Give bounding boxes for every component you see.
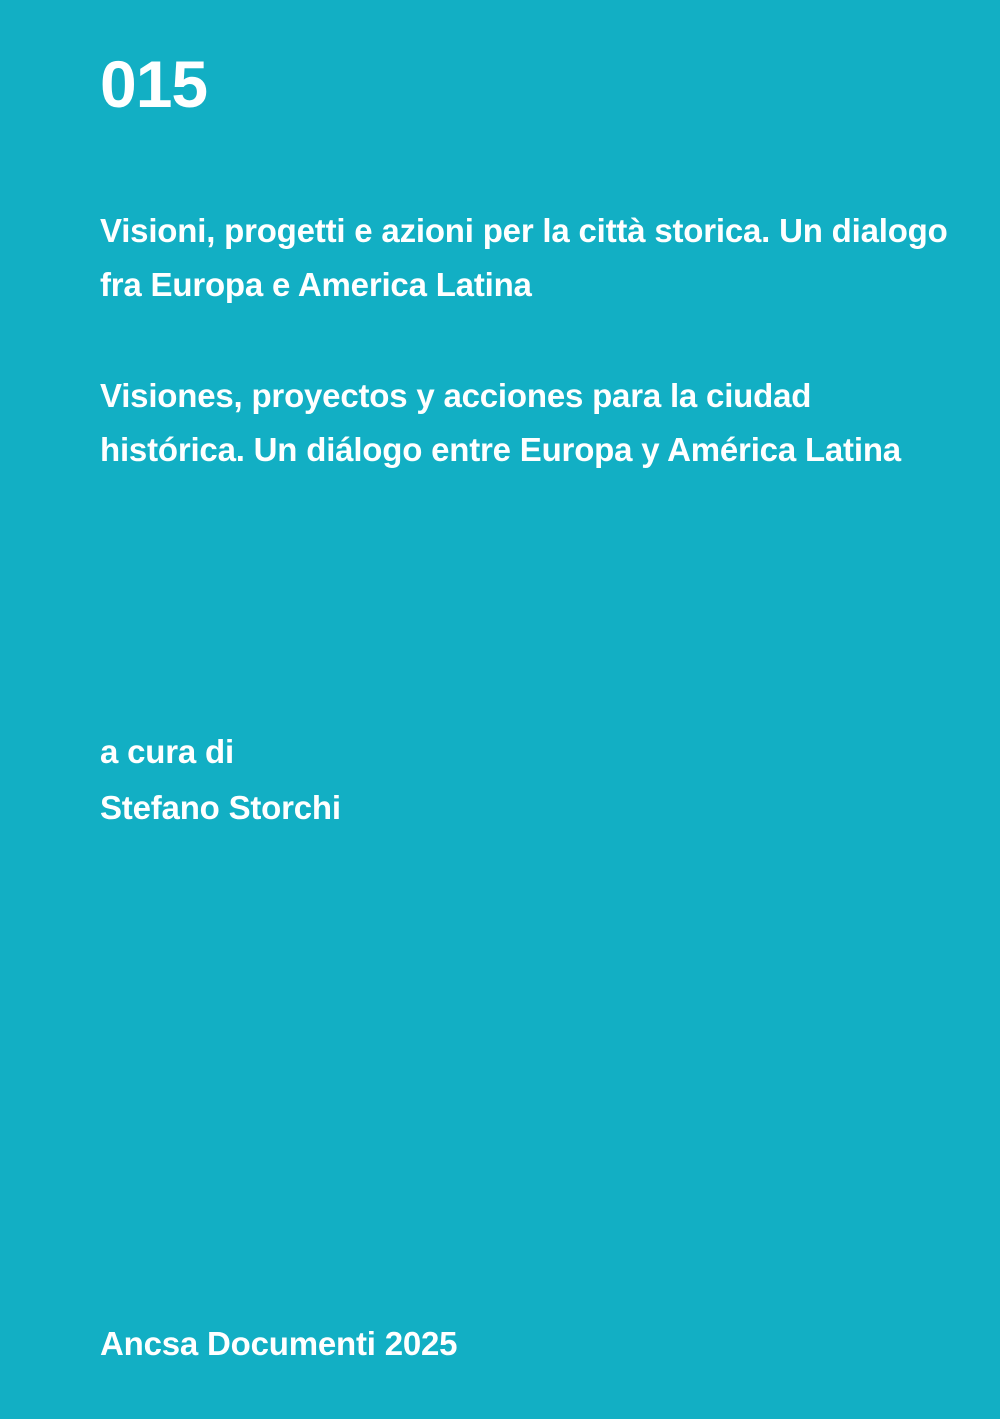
title-spanish: Visiones, proyectos y acciones para la ciudad histórica. Un diálogo entre Europa y América Latina — [100, 376, 901, 469]
series-footer: Ancsa Documenti 2025 — [100, 1325, 458, 1362]
title-block — [100, 204, 960, 478]
editor-block — [100, 724, 900, 836]
editor-label: a cura di — [100, 733, 234, 770]
issue-number: 015 — [100, 47, 208, 121]
editor-name: Stefano Storchi — [100, 789, 341, 827]
title-italian: Visioni, progetti e azioni per la città storica. Un dialogo fra Europa e America Latina — [100, 212, 948, 304]
